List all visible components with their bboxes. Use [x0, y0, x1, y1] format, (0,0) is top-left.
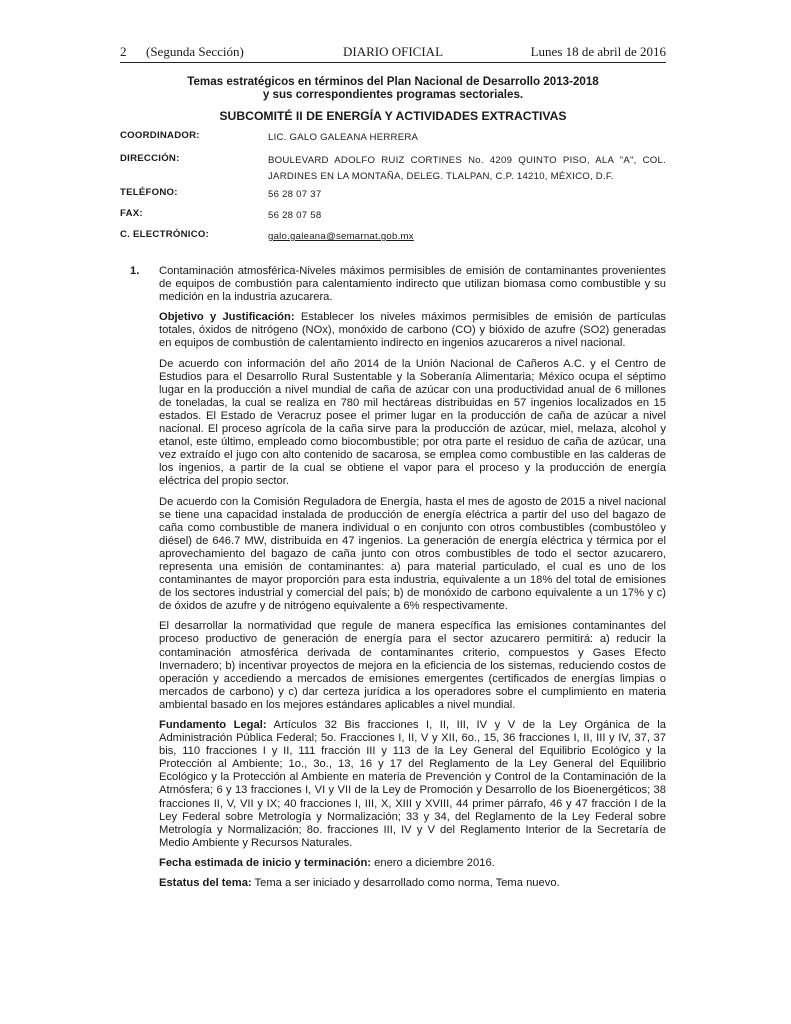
- objective-paragraph: [159, 311, 666, 350]
- phone-label: TELÉFONO:: [120, 187, 178, 198]
- email-label: C. ELECTRÓNICO:: [120, 229, 210, 240]
- phone-row: [120, 187, 666, 208]
- objective-label: Objetivo y Justificación:: [159, 311, 295, 324]
- address-value: BOULEVARD ADOLFO RUIZ CORTINES No. 4209 QUINTO PISO, ALA "A", COL. JARDINES EN LA MONTAÑA, DELEG. TLALPAN, C.P. 14210, MÉXICO, D.F.: [268, 155, 666, 182]
- objective-text: Establecer los niveles máximos permisibles de emisión de partículas totales, óxidos de nitrógeno (NOx), monóxido de carbono (CO) y bióxido de azufre (SO2) generadas en equipos de combustión de calentamiento indirecto en ingenios azucareros a nivel nacional.: [159, 311, 667, 350]
- date-text: enero a diciembre 2016.: [374, 856, 495, 869]
- fax-label: FAX:: [120, 208, 143, 219]
- header-section: 2 (Segunda Sección): [120, 44, 244, 59]
- address-row: [120, 153, 666, 185]
- contact-info: [120, 130, 666, 250]
- date-label: Fecha estimada de inicio y terminación:: [159, 856, 372, 869]
- fax-row: [120, 208, 666, 229]
- status-text: Tema a ser iniciado y desarrollado como norma, Tema nuevo.: [254, 877, 560, 890]
- address-label: DIRECCIÓN:: [120, 153, 180, 164]
- document-body: [120, 265, 666, 897]
- title-line-2: y sus correspondientes programas sectoriales.: [262, 88, 524, 101]
- date-paragraph: [159, 857, 666, 870]
- context-paragraph-1: De acuerdo con información del año 2014 de la Unión Nacional de Cañeros A.C. y el Centro de Estudios para el Desarrollo Rural Sustentable y la Soberanía Alimentaria; México ocupa el séptimo lugar en la producción a nivel mundial de caña de azúcar con una productividad anual de 6 millones de toneladas, la cual se realiza en 780 mil hectáreas distribuidas en 57 ingenios localizados en 15 estados. El Estado de Veracruz posee el primer lugar en la producción de caña de azúcar a nivel nacional. El proceso agrícola de la caña sirve para la producción de azúcar, miel, melaza, alcohol y etanol, este último, empleado como biocombustible; por otra parte el residuo de caña de azúcar, una vez extraído el jugo con alto contenido de sacarosa, se emplea como combustible en las calderas de los ingenios, a partir de la cual se obtiene el vapor para el proceso y la producción de energía eléctrica del propio sector.: [159, 357, 666, 488]
- phone-value: 56 28 07 37: [268, 189, 322, 200]
- context-paragraph-2: De acuerdo con la Comisión Reguladora de Energía, hasta el mes de agosto de 2015 a nivel nacional se tiene una capacidad instalada de producción de energía eléctrica a partir del uso del bagazo de caña como combustible de manera individual o en conjunto con otros combustibles (combustóleo y diésel) de 646.7 MW, distribuida en 47 ingenios. La generación de energía eléctrica y térmica por el aprovechamiento del bagazo de caña junto con otros combustibles de todo el sector azucarero, representa una emisión de contaminantes: a) para material particulado, el cual es uno de los contaminantes de mayor proporción para esta industria, equivalente a un 18% del total de emisiones de los sectores industrial y comercial del país; b) de monóxido de carbono equivalente a un 17% y c) de óxidos de azufre y de nitrógeno equivalente a 6% respectivamente.: [159, 495, 666, 613]
- subcommittee-title: SUBCOMITÉ II DE ENERGÍA Y ACTIVIDADES EXTRACTIVAS: [219, 109, 567, 123]
- topic-content: [159, 265, 666, 890]
- header-date: Lunes 18 de abril de 2016: [530, 44, 666, 59]
- legal-text: Artículos 32 Bis fracciones I, II, III, IV y V de la Ley Orgánica de la Administración Pública Federal; 5o. Fracciones I, II, V y XII, 6o., 15, 36 fracciones I, II, III y IV, 37, 37 bis, 110 fracciones I y II, 111 fracción III y 113 de la Ley General del Equilibrio Ecológico y la Protección al Ambiente; 1o., 3o., 13, 16 y 17 del Reglamento de la Ley General del Equilibrio Ecológico y la Protección al Ambiente en materia de Prevención y Control de la Contaminación de la Atmósfera; 6 y 13 fracciones I, VI y VII de la Ley de Promoción y Desarrollo de los Bioenergéticos; 38 fracciones II, V, VII y IX; 40 fracciones I, III, X, XIII y XVIII, 44 primer párrafo, 46 y 47 fracción I de la Ley Federal sobre Metrología y Normalización; 33 y 34, del Reglamento de la Ley Federal sobre Metrología y Normalización; 8o. fracciones III, IV y V del Reglamento Interior de la Secretaría de Medio Ambiente y Recursos Naturales.: [159, 719, 666, 849]
- page-header: [120, 44, 666, 63]
- title-line-1: Temas estratégicos en términos del Plan Nacional de Desarrollo 2013-2018: [187, 75, 599, 88]
- context-paragraph-3: El desarrollar la normatividad que regule de manera específica las emisiones contaminantes del proceso productivo de generación de energía para el sector azucarero permitirá: a) reducir la contaminación atmosférica derivada de contaminantes criterio, compuestos y Gases Efecto Invernadero; b) incentivar proyectos de mejora en la eficiencia de los sistemas, reduciendo costos de operación y accediendo a mercados de emisiones emergentes (certificados de energías limpias o mercados de carbono) y c) dar certeza jurídica a los operadores sobre el cumplimiento en materia ambiental basado en los mejores estándares aplicables a nivel mundial.: [159, 620, 666, 711]
- email-row: [120, 229, 666, 250]
- legal-label: Fundamento Legal:: [159, 719, 267, 731]
- topic-number: 1.: [130, 265, 140, 277]
- document-title: [120, 75, 666, 101]
- fax-value: 56 28 07 58: [268, 210, 322, 221]
- coordinator-row: [120, 130, 666, 153]
- header-publication: DIARIO OFICIAL: [342, 44, 444, 59]
- coordinator-value: LIC. GALO GALEANA HERRERA: [268, 132, 419, 143]
- status-label: Estatus del tema:: [159, 877, 252, 890]
- coordinator-label: COORDINADOR:: [120, 130, 200, 141]
- topic-item: [120, 265, 666, 890]
- email-link[interactable]: galo.galeana@semarnat.gob.mx: [268, 231, 414, 242]
- topic-title: Contaminación atmosférica-Niveles máximos permisibles de emisión de contaminantes provenientes de equipos de combustión para calentamiento indirecto que utilizan biomasa como combustible y su medición en la industria azucarera.: [159, 265, 666, 304]
- status-paragraph: [159, 877, 666, 890]
- legal-paragraph: [159, 719, 666, 850]
